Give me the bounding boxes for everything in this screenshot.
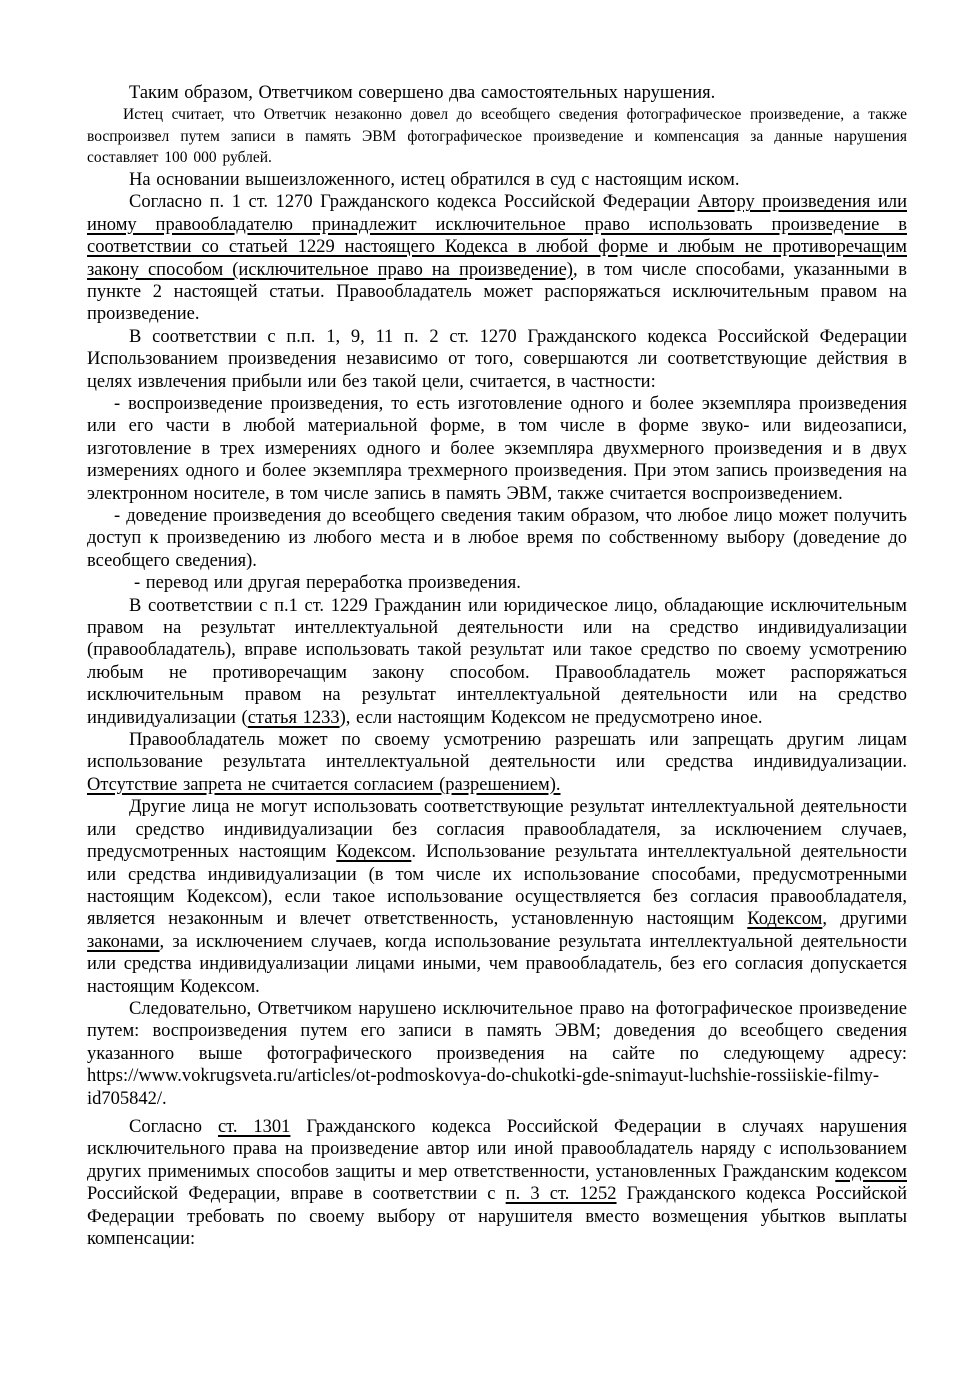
text-run: Гражданского кодекса Российской Федерации требовать по своему выбору от нарушителя вместо возмещения убытков выплаты компенсации: xyxy=(87,1184,907,1249)
document-body xyxy=(87,82,907,1250)
paragraph-8 xyxy=(87,572,907,594)
underlined-text-run: Кодексом xyxy=(336,842,412,863)
paragraph-6 xyxy=(87,393,907,505)
text-run: Другие лица не могут использовать соответствующие результат интеллектуальной деятельности или средство индивидуализации без согласия правообладателя, за исключением случаев, предусмотренных настоящим xyxy=(87,797,907,863)
paragraph-9 xyxy=(87,595,907,729)
underlined-text-run: Автору произведения или иному правообладателю принадлежит исключительное право использовать произведение в соответствии со статьей 1229 настоящего Кодекса в любой форме и любым не противоречащим закону способом (исключительное право на произведение) xyxy=(87,192,907,280)
underlined-text-run: Отсутствие запрета не считается согласием (разрешением). xyxy=(87,774,561,795)
text-run: Российской Федерации, вправе в соответствии с xyxy=(87,1184,506,1205)
text-run: - доведение произведения до всеобщего сведения таким образом, что любое лицо может получить доступ к произведению из любого места и в любое время по собственному выбору (доведение до всеобщего сведения). xyxy=(87,506,907,571)
text-run: , в том числе способами, указанными в пункте 2 настоящей статьи. Правообладатель может распоряжаться исключительным правом на произведение. xyxy=(87,259,907,325)
paragraph-7 xyxy=(87,505,907,572)
text-run: Согласно п. 1 ст. 1270 Гражданского кодекса Российской Федерации xyxy=(129,192,698,213)
url-text: https://www.vokrugsveta.ru/articles/ot-podmoskovya-do-chukotki-gde-snimayut-luchshie-rossiiskie-filmy-id705842/. xyxy=(87,1066,880,1109)
underlined-text-run: статья 1233 xyxy=(247,707,340,728)
text-run: . Использование результата интеллектуальной деятельности или средства индивидуализации (в том числе их использование способами, предусмотренными настоящим Кодексом), если такое использование осуществляется без согласия правообладателя, является незаконным и влечет ответственность, установленную настоящим xyxy=(87,842,907,930)
paragraph-2 xyxy=(87,104,907,169)
text-run: В соответствии с п.п. 1, 9, 11 п. 2 ст. 1270 Гражданского кодекса Российской Федерации Использованием произведения независимо от того, совершаются ли соответствующие действия в целях извлечения прибыли или без такой цели, считается, в частности: xyxy=(87,326,907,392)
paragraph-10 xyxy=(87,729,907,796)
text-run: Истец считает, что Ответчик незаконно довел до всеобщего сведения фотографическое произведение, а также воспроизвел путем записи в память ЭВМ фотографическое произведение и компенсация за данные нарушения составляет 100 000 рублей. xyxy=(87,106,907,167)
paragraph-4 xyxy=(87,191,907,325)
underlined-text-run: ст. 1301 xyxy=(217,1116,291,1137)
text-run: , другими xyxy=(822,909,908,930)
paragraph-5 xyxy=(87,326,907,393)
paragraph-3 xyxy=(87,169,907,191)
text-run: В соответствии с п.1 ст. 1229 Гражданин или юридическое лицо, обладающие исключительным правом на результат интеллектуальной деятельности или на средство индивидуализации (правообладатель), вправе использовать такой результат или такое средство по своему усмотрению любым не противоречащим закону способом. Правообладатель может распоряжаться исключительным правом на результат интеллектуальной деятельности или на средство индивидуализации ( xyxy=(87,595,907,728)
text-run: - воспроизведение произведения, то есть изготовление одного и более экземпляра произведения или его части в любой материальной форме, в том числе в форме звуко- или видеозаписи, изготовление в трех измерениях одного и более экземпляра двухмерного произведения и в двух измерениях одного и более экземпляра трехмерного произведения. При этом запись произведения на электронном носителе, в том числе запись в память ЭВМ, также считается воспроизведением. xyxy=(87,393,907,504)
text-run: Согласно xyxy=(129,1116,218,1137)
underlined-text-run: законами xyxy=(87,931,160,952)
paragraph-11 xyxy=(87,796,907,998)
underlined-text-run: п. 3 ст. 1252 xyxy=(505,1184,617,1205)
text-run: , за исключением случаев, когда использование результата интеллектуальной деятельности или средства индивидуализации лицами иными, чем правообладатель, без его согласия допускается настоящим Кодексом. xyxy=(87,931,907,997)
paragraph-12 xyxy=(87,998,907,1110)
paragraph-1 xyxy=(87,82,907,104)
text-run: Таким образом, Ответчиком совершено два самостоятельных нарушения. xyxy=(129,83,716,103)
underlined-text-run: кодексом xyxy=(835,1161,907,1182)
text-run: Правообладатель может по своему усмотрению разрешать или запрещать другим лицам использование результата интеллектуальной деятельности или средства индивидуализации. xyxy=(87,730,907,773)
text-run: ), если настоящим Кодексом не предусмотрено иное. xyxy=(339,707,763,728)
text-run: На основании вышеизложенного, истец обратился в суд с настоящим иском. xyxy=(129,169,740,190)
text-run: Следовательно, Ответчиком нарушено исключительное право на фотографическое произведение путем: воспроизведения путем его записи в память ЭВМ; доведения до всеобщего сведения указанного выше фотографического произведения на сайте по следующему адресу: xyxy=(87,998,907,1064)
underlined-text-run: Кодексом xyxy=(747,909,823,930)
text-run: - перевод или другая переработка произведения. xyxy=(134,573,521,594)
paragraph-13 xyxy=(87,1116,907,1250)
text-run: Гражданского кодекса Российской Федерации в случаях нарушения исключительного права на произведение автор или иной правообладатель наряду с использованием других применимых способов защиты и мер ответственности, установленных Гражданским xyxy=(87,1116,907,1182)
